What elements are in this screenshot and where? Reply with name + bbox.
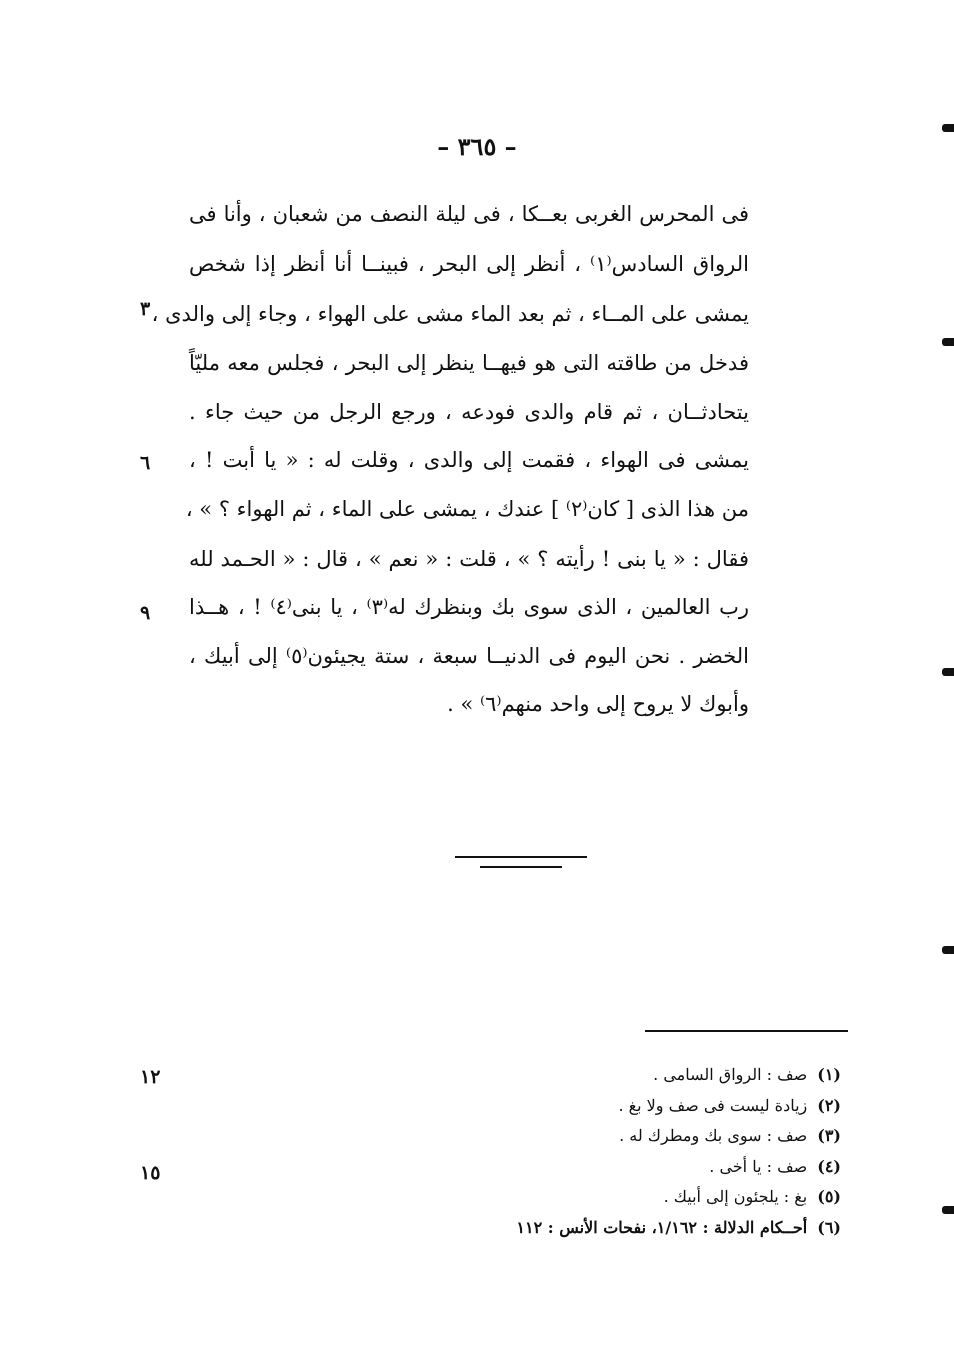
footnote <box>411 1152 841 1183</box>
footnote <box>411 1060 841 1091</box>
scan-edge-mark <box>942 668 954 676</box>
footnote-text: أحــكام الدلالة : ١/١٦٢، نفحات الأنس : ١١٢ <box>516 1217 808 1237</box>
body-line: الرواق السادس⁽١⁾ ، أنظر إلى البحر ، فبينــا أنا أنظر إذا شخص <box>189 252 749 276</box>
footnote-number: (٣) <box>817 1126 841 1145</box>
footnote <box>411 1091 841 1122</box>
body-line: رب العالمين ، الذى سوى بك وبنظرك له⁽٣⁾ ، يا بنى⁽٤⁾ ! ، هــذا <box>189 595 749 619</box>
footnote-number: (٤) <box>817 1156 841 1176</box>
footnote-number: (١) <box>817 1065 841 1084</box>
footnote <box>411 1182 841 1213</box>
body-line: يمشى فى الهواء ، فقمت إلى والدى ، وقلت له : « يا أبت ! ، <box>189 448 749 472</box>
footnote <box>411 1121 841 1152</box>
footnote-text: صف : سوى بك ومطرك له . <box>619 1126 808 1145</box>
body-line: يمشى على المــاء ، ثم بعد الماء مشى على الهواء ، وجاء إلى والدى ، <box>151 302 749 326</box>
body-line: فى المحرس الغربى بعــكا ، فى ليلة النصف من شعبان ، وأنا فى <box>189 202 749 226</box>
margin-line-number: ١٢ <box>140 1066 161 1088</box>
scan-edge-mark <box>942 946 954 954</box>
footnote-number: (٢) <box>817 1095 841 1115</box>
body-line: وأبوك لا يروح إلى واحد منهم⁽٦⁾ » . <box>447 692 749 716</box>
footnote-text: صف : الرواق السامى . <box>653 1065 808 1084</box>
footnote <box>411 1213 841 1244</box>
footnote-rule <box>645 1030 848 1032</box>
end-rule <box>455 856 587 858</box>
margin-line-number: ٩ <box>140 602 151 624</box>
body-line: الخضر . نحن اليوم فى الدنيــا سبعة ، ستة يجيئون⁽٥⁾ إلى أبيك ، <box>189 644 750 668</box>
margin-line-number: ٣ <box>140 298 151 320</box>
body-line: يتحادثــان ، ثم قام والدى فودعه ، ورجع الرجل من حيث جاء . <box>189 400 749 424</box>
scan-edge-mark <box>942 124 954 132</box>
footnote-number: (٦) <box>817 1217 841 1237</box>
scan-edge-mark <box>942 1206 954 1214</box>
margin-line-number: ١٥ <box>140 1162 161 1184</box>
body-line: فقال : « يا بنى ! رأيته ؟ » ، قلت : « نعم » ، قال : « الحـمد لله <box>189 547 749 571</box>
end-rule <box>480 866 562 868</box>
footnotes <box>411 1060 841 1243</box>
footnote-text: زيادة ليست فى صف ولا بغ . <box>618 1095 808 1115</box>
footnote-number: (٥) <box>817 1187 841 1206</box>
body-line: من هذا الذى [ كان⁽٢⁾ ] عندك ، يمشى على الماء ، ثم الهواء ؟ » ، <box>185 497 749 521</box>
footnote-text: بغ : يلجئون إلى أبيك . <box>663 1187 808 1206</box>
scan-edge-mark <box>942 338 954 346</box>
body-line: فدخل من طاقته التى هو فيهــا ينظر إلى البحر ، فجلس معه مليّاً <box>189 351 749 375</box>
page-number: – ٣٦٥ – <box>437 132 517 161</box>
margin-line-number: ٦ <box>140 452 151 474</box>
footnote-text: صف : يا أخى . <box>709 1156 808 1176</box>
